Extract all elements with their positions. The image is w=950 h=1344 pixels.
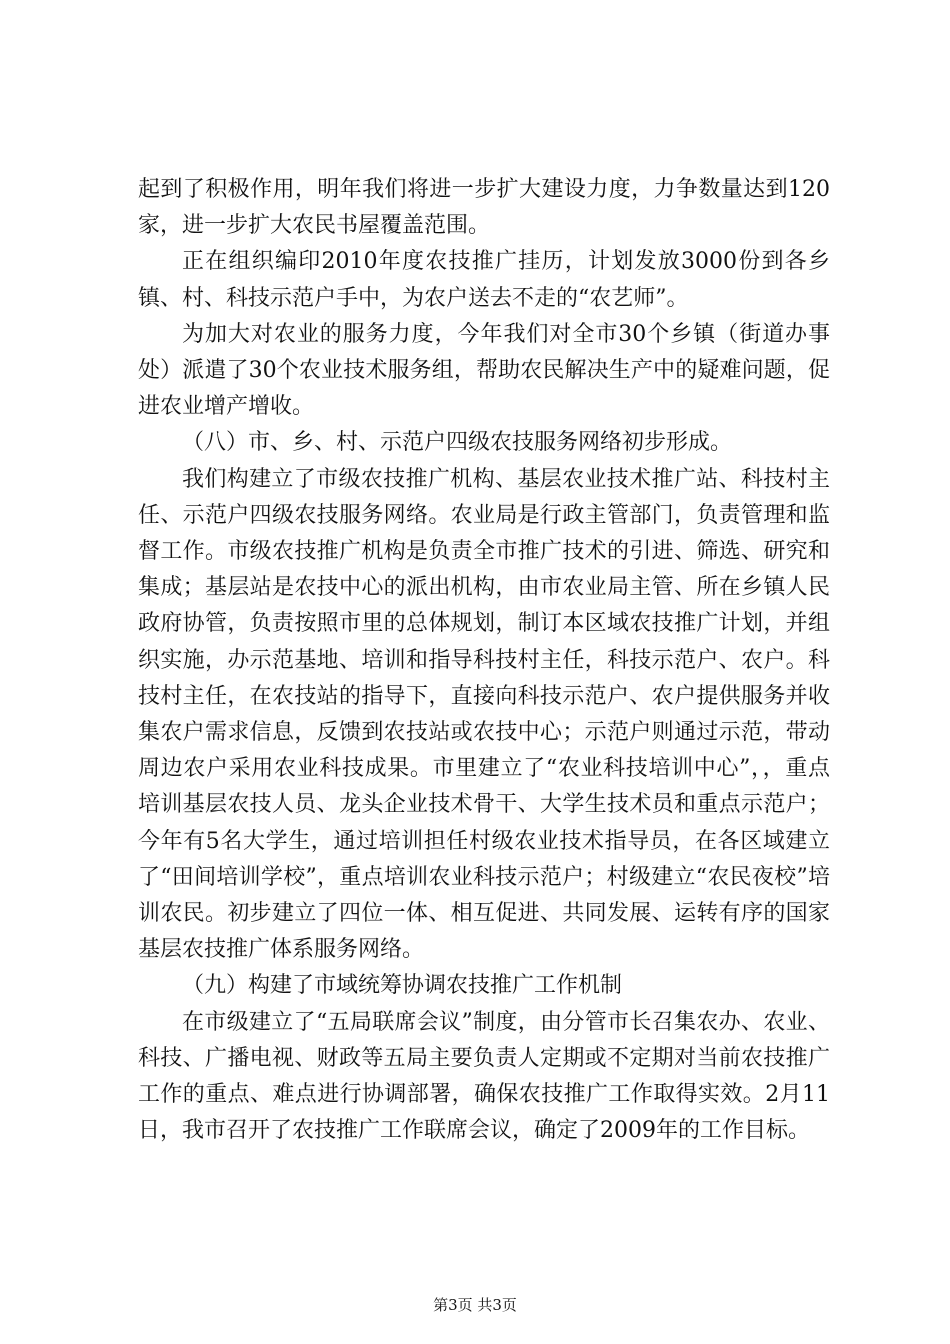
paragraph-5: 在市级建立了“五局联席会议”制度，由分管市长召集农办、农业、科技、广播电视、财政等五局主要负责人定期或不定期对当前农技推广工作的重点、难点进行协调部署，确保农技推广工作取得实效。2月11日，我市召开了农技推广工作联席会议，确定了2009年的工作目标。 — [138, 1009, 830, 1144]
paragraph-3: 为加大对农业的服务力度，今年我们对全市30个乡镇（街道办事处）派遣了30个农业技术服务组，帮助农民解决生产中的疑难问题，促进农业增产增收。 — [138, 321, 830, 420]
paragraph-2: 正在组织编印2010年度农技推广挂历，计划发放3000份到各乡镇、村、科技示范户手中，为农户送去不走的“农艺师”。 — [138, 249, 830, 311]
section-heading-9: （九）构建了市域统筹协调农技推广工作机制 — [182, 973, 623, 999]
section-heading-8: （八）市、乡、村、示范户四级农技服务网络初步形成。 — [182, 430, 733, 456]
document-body — [138, 172, 830, 1149]
paragraph-4: 我们构建立了市级农技推广机构、基层农业技术推广站、科技村主任、示范户四级农技服务网络。农业局是行政主管部门，负责管理和监督工作。市级农技推广机构是负责全市推广技术的引进、筛选、研究和集成；基层站是农技中心的派出机构，由市农业局主管、所在乡镇人民政府协管，负责按照市里的总体规划，制订本区域农技推广计划，并组织实施，办示范基地、培训和指导科技村主任，科技示范户、农户。科技村主任，在农技站的指导下，直接向科技示范户、农户提供服务并收集农户需求信息，反馈到农技站或农技中心；示范户则通过示范，带动周边农户采用农业科技成果。市里建立了“农业科技培训中心”，，重点培训基层农技人员、龙头企业技术骨干、大学生技术员和重点示范户；今年有5名大学生，通过培训担任村级农业技术指导员，在各区域建立了“田间培训学校”，重点培训农业科技示范户；村级建立“农民夜校”培训农民。初步建立了四位一体、相互促进、共同发展、运转有序的国家基层农技推广体系服务网络。 — [138, 466, 830, 963]
page-footer: 第3页 共3页 — [433, 1296, 517, 1314]
paragraph-1: 起到了积极作用，明年我们将进一步扩大建设力度，力争数量达到120家，进一步扩大农民书屋覆盖范围。 — [138, 177, 830, 239]
